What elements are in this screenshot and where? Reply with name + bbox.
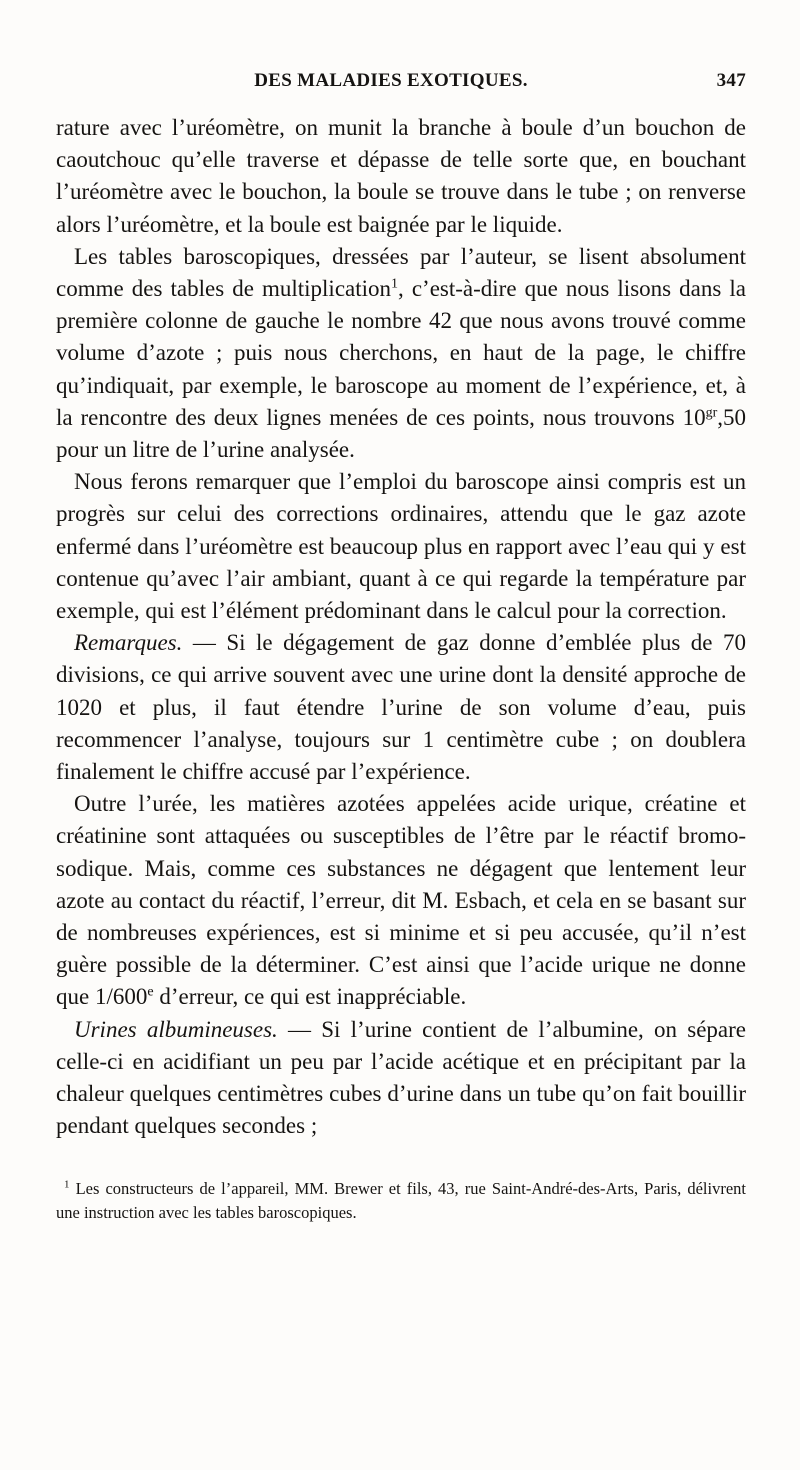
running-header <box>56 70 746 110</box>
paragraph-6 <box>56 1014 746 1143</box>
paragraph-5-text-a: Outre l’urée, les matières azotées appelées acide urique, créatine et créatinine sont attaquées ou susceptibles de l’être par le réactif bromo-sodique. Mais, comme ces substances ne dégagent que lentement leur azote au contact du réactif, l’erreur, dit M. Esbach, et cela en se basant sur de nombreuses expériences, est si minime et si peu accusée, qu’il n’est guère possible de la déterminer. C’est ainsi que l’acide urique ne donne que 1/600 <box>56 791 746 1010</box>
unit-superscript: gr <box>705 405 718 421</box>
paragraph-3-text: Nous ferons remarquer que l’emploi du baroscope ainsi compris est un progrès sur celui des corrections ordinaires, attendu que le gaz azote enfermé dans l’uréomètre est beaucoup plus en rapport avec l’eau qui y est contenue qu’avec l’air ambiant, quant à ce qui regarde la température par exemple, qui est l’élément prédominant dans le calcul pour la correction. <box>56 469 746 624</box>
paragraph-1 <box>56 112 746 241</box>
paragraph-4-text: — Si le dégagement de gaz donne d’emblée plus de 70 divisions, ce qui arrive souvent avec une urine dont la densité approche de 1020 et plus, il faut étendre l’urine de son volume d’eau, puis recommencer l’analyse, toujours sur 1 centimètre cube ; on doublera finalement le chiffre accusé par l’expérience. <box>56 630 746 785</box>
paragraph-2-text-a: Les tables baroscopiques, dressées par l’auteur, se lisent absolument comme des tables de multiplication <box>56 243 746 302</box>
book-page <box>56 70 746 1225</box>
paragraph-4 <box>56 627 746 788</box>
urines-albumineuses-label: Urines albumineuses. <box>74 1016 278 1042</box>
paragraph-5-text-b: d’erreur, ce qui est inappréciable. <box>153 984 467 1010</box>
page-number: 347 <box>716 70 746 91</box>
paragraph-2-text-c: ,50 pour un litre de l’urine analysée. <box>56 404 746 463</box>
footnote <box>56 1177 746 1225</box>
remarques-label: Remarques. <box>74 630 183 656</box>
paragraph-2-text-b: , c’est-à-dire que nous lisons dans la première colonne de gauche le nombre 42 que nous avons trouvé comme volume d’azote ; puis nous cherchons, en haut de la page, le chiffre qu’indiquait, par exemple, le baroscope au moment de l’expérience, et, à la rencontre des deux lignes menées de ces points, nous trouvons 10 <box>56 276 746 430</box>
footnote-text: Les constructeurs de l’appareil, MM. Brewer et fils, 43, rue Saint-André-des-Arts, Paris, délivrent une instruction avec les tables baroscopiques. <box>56 1178 746 1222</box>
footnote-reference: 1 <box>391 276 399 292</box>
paragraph-2 <box>56 241 746 466</box>
main-text <box>56 112 746 1143</box>
footnote-mark: 1 <box>64 1178 70 1190</box>
running-title: DES MALADIES EXOTIQUES. <box>254 70 528 91</box>
paragraph-6-text: — Si l’urine contient de l’albumine, on sépare celle-ci en acidifiant un peu par l’acide acétique et en précipitant par la chaleur quelques centimètres cubes d’urine dans un tube qu’on fait bouillir pendant quelques secondes ; <box>56 1016 746 1139</box>
paragraph-1-text: rature avec l’uréomètre, on munit la branche à boule d’un bouchon de caoutchouc qu’elle traverse et dépasse de telle sorte que, en bouchant l’uréomètre avec le bouchon, la boule se trouve dans le tube ; on renverse alors l’uréomètre, et la boule est baignée par le liquide. <box>56 115 746 237</box>
paragraph-5 <box>56 788 746 1013</box>
ordinal-superscript: e <box>147 984 154 1000</box>
paragraph-3 <box>56 466 746 627</box>
